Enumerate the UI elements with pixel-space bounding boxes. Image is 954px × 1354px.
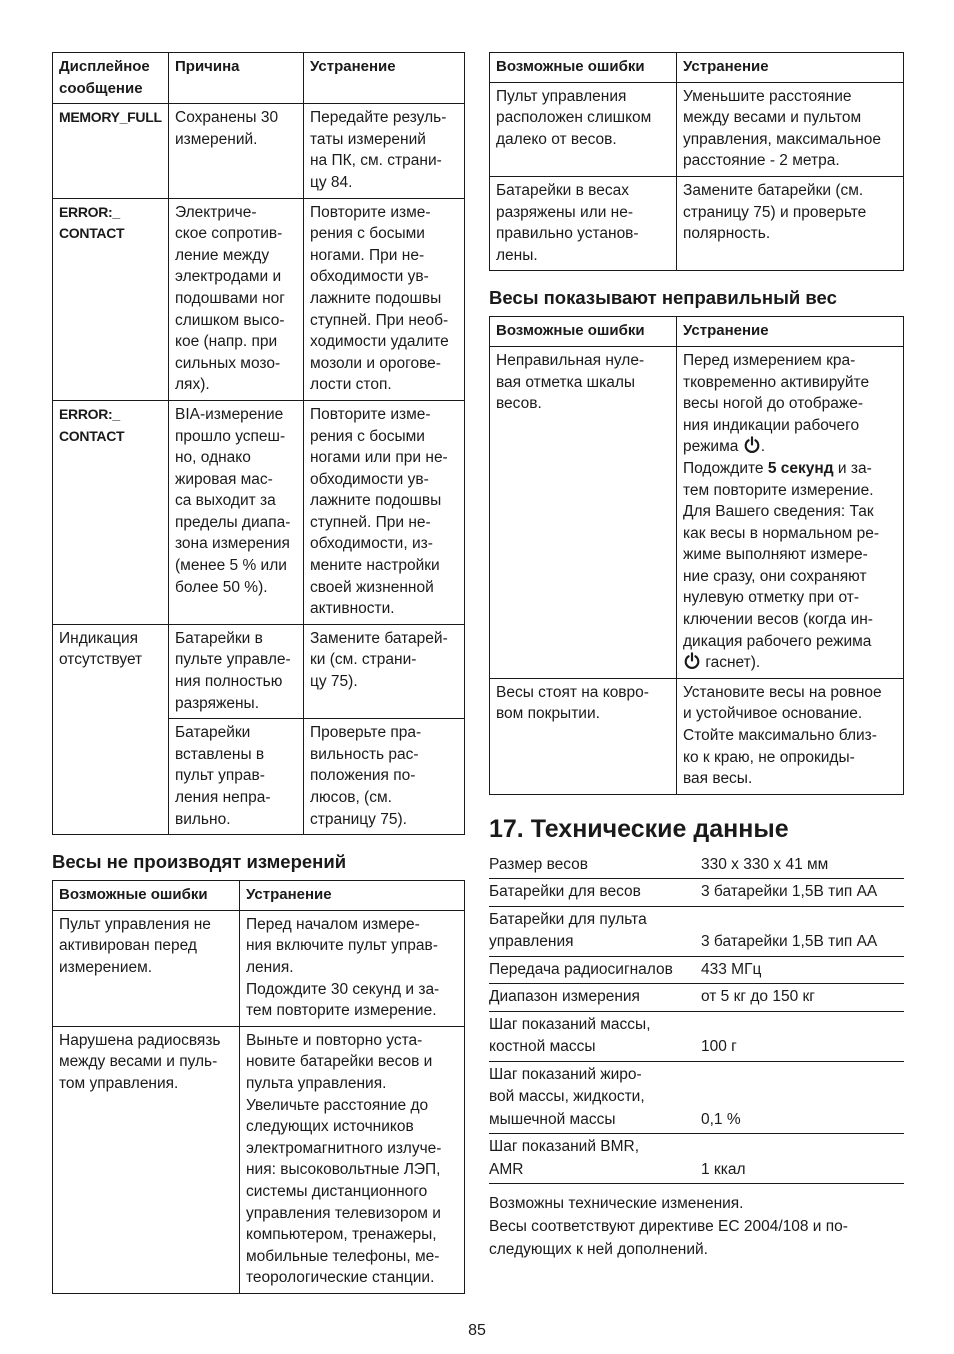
tech-value: 100 г bbox=[701, 1038, 737, 1056]
fix-cell: Повторите изме- рения с босыми ногами или при не- обходимости ув- лажните подошвы ступней. При не- обходимости, из- мените настройки своей жизненной активности. bbox=[304, 400, 465, 624]
tech-key: Батарейки для весов bbox=[489, 883, 641, 901]
tech-value: 433 МГц bbox=[701, 960, 762, 978]
cause-cell: Батарейки вставлены в пульт управ- ления непра- вильно. bbox=[169, 719, 304, 835]
table-row bbox=[53, 104, 465, 198]
fix-cell: Повторите изме- рения с босыми ногами. При не- обходимости ув- лажните подошвы ступней. При необ- ходимости удалите мозоли и орогове- лости стоп. bbox=[304, 198, 465, 400]
cause-cell: Батарейки в весах разряжены или не- правильно установ- лены. bbox=[490, 176, 677, 270]
tech-key: Шаг показаний жиро- вой массы, жидкости, мышечной массы bbox=[489, 1065, 645, 1128]
tech-data-list bbox=[489, 852, 904, 1185]
cause-cell: Сохранены 30 измерений. bbox=[169, 104, 304, 198]
table-row bbox=[53, 624, 465, 718]
fix-cell: Замените батарей- ки (см. страни- цу 75). bbox=[304, 624, 465, 718]
tech-key: Шаг показаний BMR, AMR bbox=[489, 1138, 640, 1178]
tech-note: Возможны технические изменения. Весы соответствуют директиве ЕС 2004/108 и по- следующих к ней дополнений. bbox=[489, 1195, 848, 1259]
column-header: Возможные ошибки bbox=[490, 317, 677, 347]
tech-data-heading: 17. Технические данные bbox=[489, 814, 789, 843]
page-number: 85 bbox=[468, 1322, 486, 1339]
fix-cell: Уменьшите расстояние между весами и пультом управления, максимальное расстояние - 2 метра. bbox=[677, 82, 904, 176]
cause-cell: Электриче- ское сопротив- ление между электродами и подошвами ног слишком высо- кое (напр. при сильных мозо- лях). bbox=[169, 198, 304, 400]
fix-cell: Проверьте пра- вильность рас- положения по- люсов, (см. страницу 75). bbox=[304, 719, 465, 835]
table-header-row bbox=[53, 881, 465, 911]
display-messages-table bbox=[52, 52, 465, 835]
tech-row bbox=[489, 1012, 904, 1062]
tech-value: 3 батарейки 1,5В тип AA bbox=[701, 933, 878, 951]
tech-key: Передача радиосигналов bbox=[489, 960, 673, 978]
fix-text: Перед измерением кра- тковременно активируйте весы ногой до отображе- ния индикации рабочего режима bbox=[683, 351, 870, 456]
errors-table bbox=[489, 52, 904, 271]
display-message: Индикация отсутствует bbox=[53, 624, 169, 834]
tech-value: 330 x 330 x 41 мм bbox=[701, 855, 829, 873]
tech-row bbox=[489, 907, 904, 957]
column-header: Возможные ошибки bbox=[53, 881, 240, 911]
cause-cell: Пульт управления не активирован перед измерением. bbox=[53, 910, 240, 1026]
table-row bbox=[53, 198, 465, 400]
table-row bbox=[490, 82, 904, 176]
table-row bbox=[53, 400, 465, 624]
column-header: Дисплейное сообщение bbox=[53, 53, 169, 104]
power-icon bbox=[743, 436, 761, 454]
tech-value: 3 батарейки 1,5В тип AA bbox=[701, 883, 878, 901]
fix-emphasis: 5 секунд bbox=[767, 459, 834, 477]
cause-cell: Весы стоят на ковро- вом покрытии. bbox=[490, 678, 677, 794]
cause-cell: Неправильная нуле- вая отметка шкалы весов. bbox=[490, 346, 677, 678]
fix-text: и за- тем повторите измерение. Для Вашего сведения: Так как весы в нормальном ре- жиме выполняют измере- ние сразу, они сохраняют нулевую отметку при от- ключении весов (когда ин- дикация рабочего режима bbox=[683, 459, 879, 650]
no-measurement-table bbox=[52, 880, 465, 1294]
tech-value: 0,1 % bbox=[701, 1110, 741, 1128]
tech-row bbox=[489, 879, 904, 907]
tech-key: Шаг показаний массы, костной массы bbox=[489, 1015, 651, 1056]
column-header: Устранение bbox=[677, 53, 904, 83]
fix-cell: Установите весы на ровное и устойчивое основание. Стойте максимально близ- ко к краю, не опрокиды- вая весы. bbox=[677, 678, 904, 794]
wrong-weight-table bbox=[489, 316, 904, 794]
fix-cell: Перед измерением кра- тковременно активируйте весы ногой до отображе- ния индикации рабочего режима . Подождите 5 секунд и за- тем повторите измерение. Для Вашего сведения: Так как весы в нормальном ре- жиме выполняют измере- ние сразу, они сохраняют нулевую отметку при от- ключении весов (когда ин- дикация рабочего режима гаснет). bbox=[677, 346, 904, 678]
cause-cell: Нарушена радиосвязь между весами и пуль- том управления. bbox=[53, 1026, 240, 1293]
left-column bbox=[52, 52, 465, 1294]
tech-key: Батарейки для пульта управления bbox=[489, 910, 647, 951]
tech-key: Размер весов bbox=[489, 855, 589, 873]
table-header-row bbox=[53, 53, 465, 104]
tech-row bbox=[489, 852, 904, 880]
tech-row bbox=[489, 957, 904, 985]
cause-cell: BIA-измерение прошло успеш- но, однако жировая мас- са выходит за пределы диапа- зона измерения (менее 5 % или более 50 %). bbox=[169, 400, 304, 624]
tech-row bbox=[489, 1134, 904, 1184]
fix-cell: Выньте и повторно уста- новите батарейки весов и пульта управления. Увеличьте расстояние до следующих источников электромагнитного излуче- ния: высоковольтные ЛЭП, системы дистанционного управления телевизором и компьютером, тренажеры, мобильные телефоны, ме- теорологические станции. bbox=[240, 1026, 465, 1293]
table-header-row bbox=[490, 317, 904, 347]
fix-cell: Перед началом измере- ния включите пульт управ- ления. Подождите 30 секунд и за- тем повторите измерение. bbox=[240, 910, 465, 1026]
column-header: Устранение bbox=[304, 53, 465, 104]
display-code: ERROR:_ CONTACT bbox=[53, 400, 169, 624]
tech-value: 1 ккал bbox=[701, 1160, 746, 1178]
section-heading: Весы показывают неправильный вес bbox=[489, 287, 837, 309]
table-row bbox=[53, 910, 465, 1026]
table-row bbox=[490, 678, 904, 794]
tech-key: Диапазон измерения bbox=[489, 988, 640, 1006]
display-code: MEMORY_FULL bbox=[53, 104, 169, 198]
column-header: Устранение bbox=[677, 317, 904, 347]
fix-cell: Передайте резуль- таты измерений на ПК, см. страни- цу 84. bbox=[304, 104, 465, 198]
column-header: Возможные ошибки bbox=[490, 53, 677, 83]
fix-text: гаснет). bbox=[705, 654, 761, 672]
right-column bbox=[489, 52, 904, 1261]
fix-text: Подождите bbox=[683, 459, 768, 477]
section-heading: Весы не производят измерений bbox=[52, 851, 347, 873]
table-header-row bbox=[490, 53, 904, 83]
fix-cell: Замените батарейки (см. страницу 75) и проверьте полярность. bbox=[677, 176, 904, 270]
column-header: Причина bbox=[169, 53, 304, 104]
table-row bbox=[53, 1026, 465, 1293]
power-icon bbox=[683, 652, 701, 670]
table-row bbox=[490, 346, 904, 678]
cause-cell: Пульт управления расположен слишком далеко от весов. bbox=[490, 82, 677, 176]
column-header: Устранение bbox=[240, 881, 465, 911]
tech-row bbox=[489, 984, 904, 1012]
cause-cell: Батарейки в пульте управле- ния полностью разряжены. bbox=[169, 624, 304, 718]
display-code: ERROR:_ CONTACT bbox=[53, 198, 169, 400]
tech-row bbox=[489, 1062, 904, 1135]
table-row bbox=[490, 176, 904, 270]
tech-value: от 5 кг до 150 кг bbox=[701, 988, 815, 1006]
